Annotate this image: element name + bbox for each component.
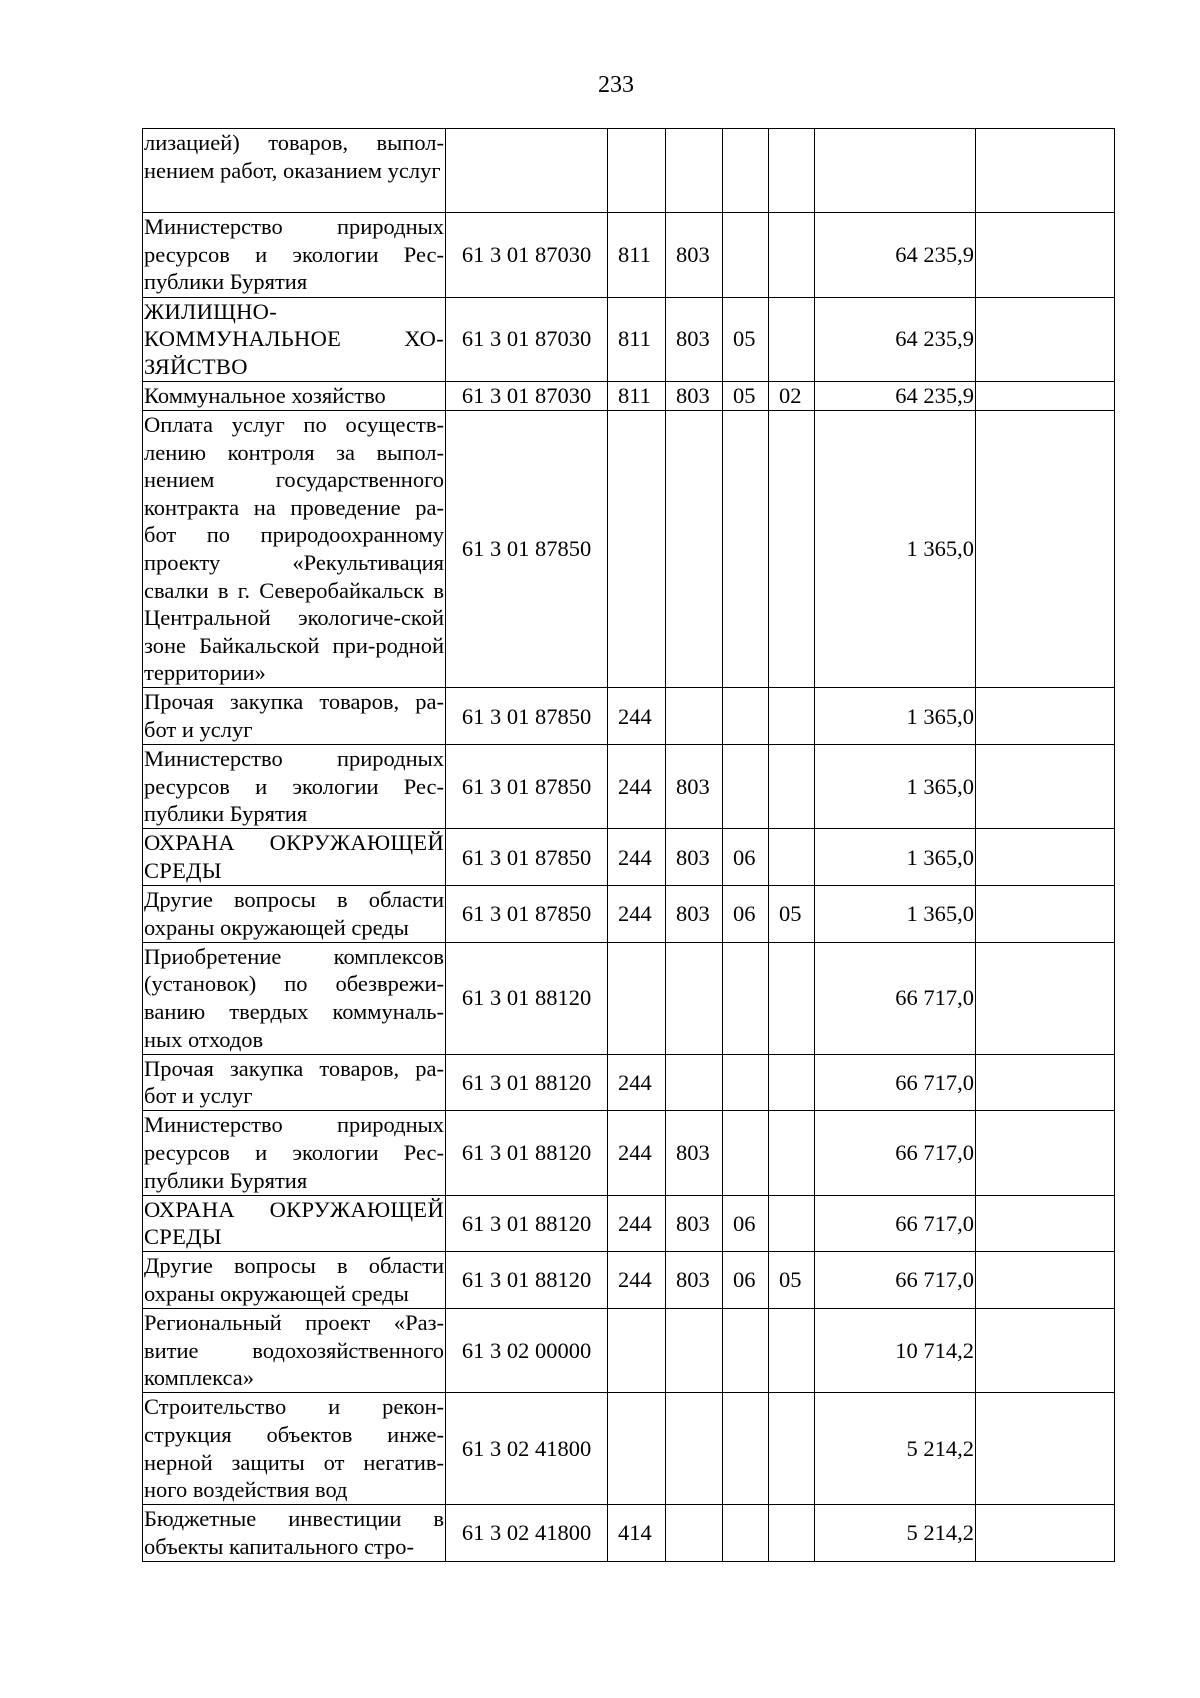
expense-type-cell: 244 [608,1054,666,1111]
section-cell [723,1309,769,1393]
extra-cell [976,297,1115,381]
amount-cell: 5 214,2 [815,1393,976,1505]
target-code-cell: 61 3 01 87850 [446,745,608,829]
section-cell [723,410,769,688]
section-cell: 05 [723,297,769,381]
expense-type-cell [608,410,666,688]
extra-cell [976,688,1115,745]
page-number: 233 [598,72,634,98]
amount-cell: 66 717,0 [815,1054,976,1111]
section-cell [723,745,769,829]
description-cell: ЖИЛИЩНО-КОММУНАЛЬНОЕ ХО-ЗЯЙСТВО [143,297,446,381]
ministry-code-cell [666,942,723,1054]
amount-cell: 1 365,0 [815,410,976,688]
expense-type-cell: 811 [608,213,666,297]
amount-cell: 10 714,2 [815,1309,976,1393]
subsection-cell [769,1505,815,1562]
section-cell [723,1393,769,1505]
subsection-cell [769,410,815,688]
amount-cell: 66 717,0 [815,942,976,1054]
subsection-cell [769,745,815,829]
expense-type-cell [608,1309,666,1393]
extra-cell [976,129,1115,213]
section-cell: 05 [723,381,769,410]
subsection-cell [769,1393,815,1505]
description-cell: Коммунальное хозяйство [143,381,446,410]
extra-cell [976,886,1115,943]
extra-cell [976,213,1115,297]
amount-cell: 64 235,9 [815,297,976,381]
target-code-cell: 61 3 01 87850 [446,829,608,886]
table-row [143,1054,1115,1111]
amount-cell: 66 717,0 [815,1195,976,1252]
table-row [143,745,1115,829]
amount-cell: 64 235,9 [815,381,976,410]
description-cell: Министерство природных ресурсов и экологии Рес-публики Бурятия [143,213,446,297]
section-cell [723,942,769,1054]
description-cell: Строительство и рекон-струкция объектов инже-нерной защиты от негатив-ного воздействия вод [143,1393,446,1505]
section-cell [723,213,769,297]
table-row [143,688,1115,745]
table-row [143,942,1115,1054]
amount-cell: 66 717,0 [815,1111,976,1195]
ministry-code-cell: 803 [666,1252,723,1309]
section-cell [723,688,769,745]
description-cell: ОХРАНА ОКРУЖАЮЩЕЙ СРЕДЫ [143,1195,446,1252]
extra-cell [976,745,1115,829]
target-code-cell: 61 3 01 87850 [446,886,608,943]
target-code-cell: 61 3 01 87030 [446,213,608,297]
description-cell: Бюджетные инвестиции в объекты капитального стро- [143,1505,446,1562]
subsection-cell [769,1195,815,1252]
target-code-cell: 61 3 01 87030 [446,381,608,410]
subsection-cell [769,129,815,213]
description-cell: Оплата услуг по осуществ-лению контроля за выпол-нением государственного контракта на проведение ра-бот по природоохранному проекту «Рекультивация свалки в г. Северобайкальск в Центральной экологиче-ской зоне Байкальской при-родной территории» [143,410,446,688]
expense-type-cell: 244 [608,1195,666,1252]
amount-cell: 5 214,2 [815,1505,976,1562]
table-row [143,381,1115,410]
description-cell: Прочая закупка товаров, ра-бот и услуг [143,688,446,745]
extra-cell [976,1393,1115,1505]
table-row [143,1111,1115,1195]
section-cell [723,1505,769,1562]
ministry-code-cell [666,129,723,213]
extra-cell [976,1195,1115,1252]
description-cell: Министерство природных ресурсов и экологии Рес-публики Бурятия [143,1111,446,1195]
ministry-code-cell [666,1309,723,1393]
expense-type-cell: 244 [608,688,666,745]
table-row [143,1195,1115,1252]
target-code-cell: 61 3 01 88120 [446,1054,608,1111]
table-row [143,213,1115,297]
extra-cell [976,942,1115,1054]
expense-type-cell [608,942,666,1054]
expense-type-cell: 244 [608,829,666,886]
table-row [143,297,1115,381]
amount-cell: 1 365,0 [815,745,976,829]
extra-cell [976,410,1115,688]
subsection-cell [769,1054,815,1111]
extra-cell [976,1111,1115,1195]
subsection-cell: 02 [769,381,815,410]
ministry-code-cell: 803 [666,213,723,297]
ministry-code-cell [666,688,723,745]
table-body [143,129,1115,1562]
section-cell [723,129,769,213]
ministry-code-cell [666,1054,723,1111]
extra-cell [976,1252,1115,1309]
expense-type-cell: 244 [608,1252,666,1309]
table-row [143,410,1115,688]
section-cell: 06 [723,1252,769,1309]
extra-cell [976,829,1115,886]
target-code-cell: 61 3 02 41800 [446,1393,608,1505]
subsection-cell: 05 [769,1252,815,1309]
section-cell [723,1111,769,1195]
subsection-cell: 05 [769,886,815,943]
ministry-code-cell: 803 [666,1111,723,1195]
section-cell: 06 [723,1195,769,1252]
expense-type-cell: 244 [608,745,666,829]
description-cell: Приобретение комплексов (установок) по обезврежи-ванию твердых коммуналь-ных отходов [143,942,446,1054]
ministry-code-cell: 803 [666,886,723,943]
target-code-cell [446,129,608,213]
expense-type-cell: 811 [608,297,666,381]
ministry-code-cell [666,410,723,688]
expense-type-cell [608,129,666,213]
table-row [143,1393,1115,1505]
amount-cell [815,129,976,213]
ministry-code-cell [666,1505,723,1562]
description-cell: Региональный проект «Раз-витие водохозяйственного комплекса» [143,1309,446,1393]
ministry-code-cell: 803 [666,829,723,886]
target-code-cell: 61 3 01 88120 [446,1195,608,1252]
ministry-code-cell [666,1393,723,1505]
section-cell: 06 [723,886,769,943]
target-code-cell: 61 3 01 87850 [446,688,608,745]
extra-cell [976,381,1115,410]
table-row [143,1309,1115,1393]
description-cell: Другие вопросы в области охраны окружающей среды [143,886,446,943]
description-cell: лизацией) товаров, выпол-нением работ, оказанием услуг [143,129,446,213]
ministry-code-cell: 803 [666,1195,723,1252]
table-row [143,1252,1115,1309]
description-cell: Министерство природных ресурсов и экологии Рес-публики Бурятия [143,745,446,829]
expense-type-cell: 811 [608,381,666,410]
expense-type-cell: 414 [608,1505,666,1562]
table-row [143,886,1115,943]
subsection-cell [769,688,815,745]
table-row [143,1505,1115,1562]
expense-type-cell: 244 [608,886,666,943]
subsection-cell [769,213,815,297]
target-code-cell: 61 3 01 87850 [446,410,608,688]
amount-cell: 64 235,9 [815,213,976,297]
target-code-cell: 61 3 01 88120 [446,942,608,1054]
target-code-cell: 61 3 02 00000 [446,1309,608,1393]
subsection-cell [769,829,815,886]
amount-cell: 1 365,0 [815,886,976,943]
subsection-cell [769,1111,815,1195]
target-code-cell: 61 3 01 88120 [446,1252,608,1309]
amount-cell: 1 365,0 [815,829,976,886]
target-code-cell: 61 3 01 88120 [446,1111,608,1195]
ministry-code-cell: 803 [666,297,723,381]
table-row [143,829,1115,886]
section-cell [723,1054,769,1111]
subsection-cell [769,942,815,1054]
description-cell: Прочая закупка товаров, ра-бот и услуг [143,1054,446,1111]
ministry-code-cell: 803 [666,745,723,829]
description-cell: ОХРАНА ОКРУЖАЮЩЕЙ СРЕДЫ [143,829,446,886]
subsection-cell [769,1309,815,1393]
expense-type-cell: 244 [608,1111,666,1195]
section-cell: 06 [723,829,769,886]
description-cell: Другие вопросы в области охраны окружающей среды [143,1252,446,1309]
amount-cell: 1 365,0 [815,688,976,745]
extra-cell [976,1505,1115,1562]
budget-table [142,128,1115,1562]
target-code-cell: 61 3 01 87030 [446,297,608,381]
subsection-cell [769,297,815,381]
ministry-code-cell: 803 [666,381,723,410]
extra-cell [976,1054,1115,1111]
table-row [143,129,1115,213]
amount-cell: 66 717,0 [815,1252,976,1309]
extra-cell [976,1309,1115,1393]
expense-type-cell [608,1393,666,1505]
target-code-cell: 61 3 02 41800 [446,1505,608,1562]
